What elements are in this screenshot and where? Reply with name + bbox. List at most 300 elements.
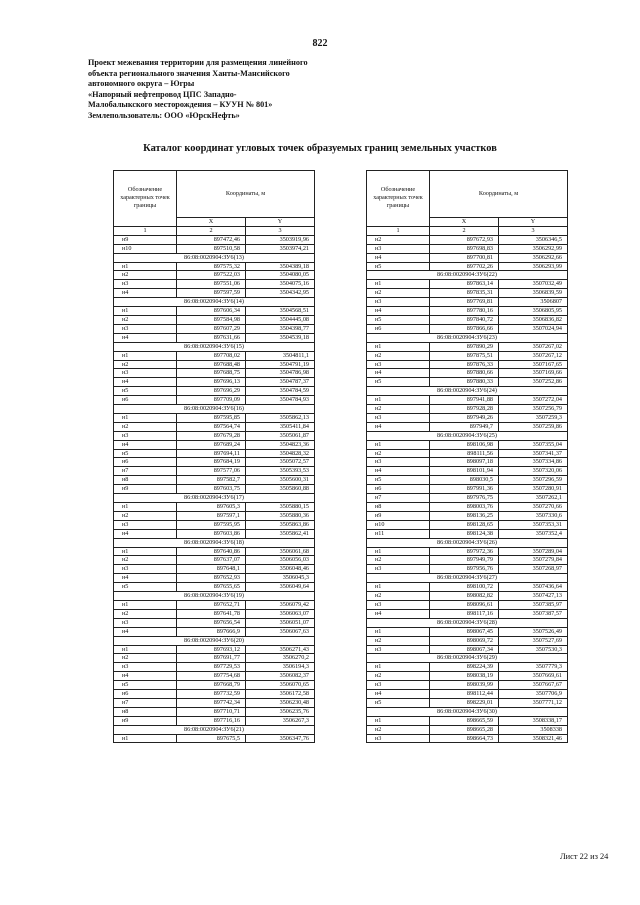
point-label: н3: [114, 663, 177, 672]
table-row: [114, 529, 315, 538]
table-row: [367, 476, 568, 485]
table-row: [114, 307, 315, 316]
table-row: [114, 235, 315, 244]
point-label: н2: [114, 511, 177, 520]
parcel-group-row: [367, 387, 568, 396]
point-label: н5: [367, 315, 430, 324]
point-label: н4: [367, 467, 430, 476]
point-label: н4: [114, 378, 177, 387]
x-coordinate: 897880,33: [430, 378, 499, 387]
point-label: н8: [114, 476, 177, 485]
x-coordinate: 897716,16: [177, 716, 246, 725]
x-coordinate: 898038,19: [430, 672, 499, 681]
table-row: [114, 583, 315, 592]
point-label: н2: [114, 654, 177, 663]
x-coordinate: 897949,7: [430, 422, 499, 431]
table-row: [114, 707, 315, 716]
x-coordinate: 897866,66: [430, 324, 499, 333]
point-label: н4: [367, 422, 430, 431]
table-row: [114, 413, 315, 422]
point-label: н11: [367, 529, 430, 538]
y-coordinate: 3504398,77: [246, 324, 315, 333]
x-coordinate: 898100,72: [430, 583, 499, 592]
x-coordinate: 897769,81: [430, 298, 499, 307]
coords-column-header: Координаты, м: [177, 171, 315, 218]
parcel-group-row: [114, 636, 315, 645]
x-coordinate: 898665,28: [430, 725, 499, 734]
table-row: [367, 467, 568, 476]
table-row: [114, 378, 315, 387]
point-label: н1: [114, 734, 177, 743]
y-coordinate: 3504828,32: [246, 449, 315, 458]
point-label: н6: [114, 458, 177, 467]
point-label: н9: [114, 235, 177, 244]
parcel-number: 86:08:0020904:ЗУ6(30): [367, 707, 568, 716]
header-line: «Напорный нефтепровод ЦПС Западно-: [88, 89, 237, 99]
table-row: [114, 503, 315, 512]
table-row: [114, 369, 315, 378]
point-label: н3: [114, 565, 177, 574]
table-row: [114, 716, 315, 725]
table-row: [367, 360, 568, 369]
y-coordinate: 3507427,13: [499, 592, 568, 601]
table-row: [114, 681, 315, 690]
table-row: [367, 627, 568, 636]
parcel-number: 86:08:0020904:ЗУ6(23): [367, 333, 568, 342]
table-row: [114, 574, 315, 583]
y-coordinate: 3504539,18: [246, 333, 315, 342]
x-coordinate: 898128,65: [430, 520, 499, 529]
x-coordinate: 897510,58: [177, 244, 246, 253]
point-label: н1: [367, 280, 430, 289]
parcel-group-row: [367, 574, 568, 583]
y-coordinate: 3504075,16: [246, 280, 315, 289]
parcel-group-row: [114, 405, 315, 414]
table-row: [367, 725, 568, 734]
x-coordinate: 898106,98: [430, 440, 499, 449]
x-coordinate: 897668,79: [177, 681, 246, 690]
y-coordinate: 3504787,37: [246, 378, 315, 387]
point-label: н3: [114, 324, 177, 333]
coordinates-table-right: [366, 170, 568, 743]
point-label: н2: [367, 289, 430, 298]
header-line: Малобалыкского месторождения – КУУН № 801»: [88, 100, 273, 110]
table-row: [367, 609, 568, 618]
x-coordinate: 897606,34: [177, 307, 246, 316]
table-row: [367, 422, 568, 431]
x-coordinate: 897597,1: [177, 511, 246, 520]
x-coordinate: 897708,02: [177, 351, 246, 360]
y-coordinate: 3505860,88: [246, 485, 315, 494]
point-label: н4: [367, 609, 430, 618]
point-label: н9: [367, 511, 430, 520]
x-coordinate: 898067,45: [430, 627, 499, 636]
point-label: н5: [114, 449, 177, 458]
y-coordinate: 3506807: [499, 298, 568, 307]
point-label: н5: [367, 698, 430, 707]
x-coordinate: 897928,28: [430, 405, 499, 414]
y-coordinate: 3503974,21: [246, 244, 315, 253]
point-label: н4: [367, 307, 430, 316]
point-label: н1: [367, 627, 430, 636]
parcel-number: 86:08:0020904:ЗУ6(25): [367, 431, 568, 440]
y-coordinate: 3506056,03: [246, 556, 315, 565]
y-coordinate: 3507259,86: [499, 422, 568, 431]
point-label: н3: [114, 431, 177, 440]
point-label: н6: [367, 324, 430, 333]
point-label: н4: [367, 690, 430, 699]
table-row: [114, 609, 315, 618]
point-label: н3: [114, 369, 177, 378]
y-coordinate: 3506267,3: [246, 716, 315, 725]
y-coordinate: 3507771,12: [499, 698, 568, 707]
x-coordinate: 897603,86: [177, 529, 246, 538]
y-coordinate: 3506292,66: [499, 253, 568, 262]
y-coordinate: 3506292,99: [499, 244, 568, 253]
x-coordinate: 897575,32: [177, 262, 246, 271]
x-coordinate: 897863,14: [430, 280, 499, 289]
column-number: 3: [246, 226, 315, 235]
table-row: [367, 734, 568, 743]
coordinates-table-left: [113, 170, 315, 743]
right-table-body: [367, 235, 568, 743]
y-coordinate: 3507272,04: [499, 396, 568, 405]
y-coordinate: 3505600,31: [246, 476, 315, 485]
x-coordinate: 897754,68: [177, 672, 246, 681]
table-row: [367, 244, 568, 253]
table-row: [114, 396, 315, 405]
x-coordinate: 897698,83: [430, 244, 499, 253]
y-coordinate: 3504811,1: [246, 351, 315, 360]
table-row: [114, 387, 315, 396]
x-coordinate: 897641,78: [177, 609, 246, 618]
table-row: [367, 405, 568, 414]
table-row: [367, 280, 568, 289]
y-coordinate: 3506805,95: [499, 307, 568, 316]
parcel-number: 86:08:0020904:ЗУ6(28): [367, 618, 568, 627]
point-label: н6: [367, 485, 430, 494]
y-coordinate: 3507330,6: [499, 511, 568, 520]
x-coordinate: 897694,11: [177, 449, 246, 458]
table-row: [367, 253, 568, 262]
x-coordinate: 898030,5: [430, 476, 499, 485]
x-coordinate: 897522,03: [177, 271, 246, 280]
table-row: [114, 654, 315, 663]
y-coordinate: 3506063,07: [246, 609, 315, 618]
table-row: [367, 600, 568, 609]
y-coordinate: 3506172,58: [246, 690, 315, 699]
parcel-number: 86:08:0020904:ЗУ6(14): [114, 298, 315, 307]
table-row: [367, 716, 568, 725]
point-label: н3: [367, 360, 430, 369]
y-coordinate: 3507279,84: [499, 556, 568, 565]
x-coordinate: 898101,94: [430, 467, 499, 476]
table-row: [114, 690, 315, 699]
y-coordinate: 3508338,17: [499, 716, 568, 725]
point-label: н3: [114, 280, 177, 289]
x-coordinate: 897637,07: [177, 556, 246, 565]
y-coordinate: 3505072,57: [246, 458, 315, 467]
table-row: [367, 369, 568, 378]
table-row: [367, 307, 568, 316]
y-coordinate: 3507296,59: [499, 476, 568, 485]
x-coordinate: 897729,53: [177, 663, 246, 672]
x-coordinate: 897582,7: [177, 476, 246, 485]
x-coordinate: 897693,12: [177, 645, 246, 654]
parcel-group-row: [114, 725, 315, 734]
point-label: н1: [114, 262, 177, 271]
sheet-footer: Лист 22 из 24: [560, 852, 609, 861]
y-coordinate: 3507024,94: [499, 324, 568, 333]
point-label: н3: [367, 681, 430, 690]
x-column-header: X: [430, 218, 499, 227]
x-coordinate: 897949,26: [430, 413, 499, 422]
x-coordinate: 897551,06: [177, 280, 246, 289]
point-label: н1: [367, 716, 430, 725]
point-label: н2: [114, 556, 177, 565]
point-label: н5: [114, 387, 177, 396]
x-coordinate: 897595,85: [177, 413, 246, 422]
y-coordinate: 3507667,67: [499, 681, 568, 690]
table-row: [114, 476, 315, 485]
table-row: [367, 449, 568, 458]
table-row: [367, 262, 568, 271]
table-row: [367, 485, 568, 494]
point-label: н10: [367, 520, 430, 529]
y-coordinate: 3507289,04: [499, 547, 568, 556]
point-label: н1: [367, 342, 430, 351]
point-label: н6: [114, 690, 177, 699]
y-coordinate: 3507527,69: [499, 636, 568, 645]
y-coordinate: 3507352,4: [499, 529, 568, 538]
point-label: н3: [114, 618, 177, 627]
x-coordinate: 897584,98: [177, 315, 246, 324]
table-row: [367, 529, 568, 538]
y-column-header: Y: [246, 218, 315, 227]
x-coordinate: 897564,74: [177, 422, 246, 431]
point-label: н1: [367, 440, 430, 449]
point-label: н2: [367, 725, 430, 734]
point-label: н5: [367, 476, 430, 485]
table-row: [114, 324, 315, 333]
point-label: н2: [367, 351, 430, 360]
x-column-header: X: [177, 218, 246, 227]
point-label: н3: [114, 520, 177, 529]
header-line: автономного округа – Югры: [88, 79, 195, 89]
y-coordinate: 3507267,12: [499, 351, 568, 360]
point-label: н5: [114, 681, 177, 690]
x-coordinate: 897875,51: [430, 351, 499, 360]
page-number: 822: [312, 38, 328, 49]
table-row: [114, 440, 315, 449]
y-coordinate: 3506061,68: [246, 547, 315, 556]
parcel-group-row: [114, 253, 315, 262]
x-coordinate: 897840,72: [430, 315, 499, 324]
parcel-number: 86:08:0020904:ЗУ6(17): [114, 494, 315, 503]
x-coordinate: 898664,73: [430, 734, 499, 743]
point-label: н3: [367, 565, 430, 574]
table-row: [367, 351, 568, 360]
point-label: н6: [114, 396, 177, 405]
y-coordinate: 3505863,86: [246, 520, 315, 529]
point-label: н2: [367, 405, 430, 414]
column-number: 3: [499, 226, 568, 235]
point-label: н1: [114, 351, 177, 360]
x-coordinate: 897648,1: [177, 565, 246, 574]
y-coordinate: 3506839,59: [499, 289, 568, 298]
parcel-number: 86:08:0020904:ЗУ6(13): [114, 253, 315, 262]
x-coordinate: 897605,3: [177, 503, 246, 512]
y-coordinate: 3507530,3: [499, 645, 568, 654]
point-label: н1: [114, 600, 177, 609]
point-label: н7: [114, 467, 177, 476]
point-label: н2: [114, 315, 177, 324]
point-label: н9: [114, 716, 177, 725]
parcel-group-row: [367, 618, 568, 627]
point-label: н3: [367, 734, 430, 743]
parcel-group-row: [367, 654, 568, 663]
table-row: [367, 663, 568, 672]
y-coordinate: 3507169,66: [499, 369, 568, 378]
table-row: [114, 618, 315, 627]
y-coordinate: 3507252,86: [499, 378, 568, 387]
point-label: н3: [367, 600, 430, 609]
point-label: н1: [367, 547, 430, 556]
point-label: н3: [367, 413, 430, 422]
x-coordinate: 897688,48: [177, 360, 246, 369]
point-label: н4: [114, 672, 177, 681]
y-coordinate: 3507669,61: [499, 672, 568, 681]
point-label: н5: [367, 262, 430, 271]
point-label: н2: [114, 422, 177, 431]
x-coordinate: 897675,5: [177, 734, 246, 743]
parcel-group-row: [367, 707, 568, 716]
table-row: [367, 636, 568, 645]
table-row: [114, 511, 315, 520]
y-coordinate: 3506836,82: [499, 315, 568, 324]
point-label: н3: [367, 458, 430, 467]
y-coordinate: 3506235,76: [246, 707, 315, 716]
x-coordinate: 897472,46: [177, 235, 246, 244]
y-coordinate: 3506079,42: [246, 600, 315, 609]
point-label: н8: [114, 707, 177, 716]
parcel-number: 86:08:0020904:ЗУ6(20): [114, 636, 315, 645]
parcel-group-row: [114, 342, 315, 351]
point-label: н4: [114, 627, 177, 636]
y-coordinate: 3507270,66: [499, 503, 568, 512]
y-coordinate: 3504389,18: [246, 262, 315, 271]
left-table-body: [114, 235, 315, 743]
point-label: н1: [367, 396, 430, 405]
x-coordinate: 897666,9: [177, 627, 246, 636]
x-coordinate: 897702,26: [430, 262, 499, 271]
y-coordinate: 3504823,36: [246, 440, 315, 449]
parcel-group-row: [114, 592, 315, 601]
x-coordinate: 897732,59: [177, 690, 246, 699]
y-coordinate: 3507267,02: [499, 342, 568, 351]
y-coordinate: 3506082,37: [246, 672, 315, 681]
y-coordinate: 3505880,15: [246, 503, 315, 512]
x-coordinate: 897972,36: [430, 547, 499, 556]
y-coordinate: 3506048,46: [246, 565, 315, 574]
parcel-group-row: [114, 538, 315, 547]
point-label: н7: [367, 494, 430, 503]
y-coordinate: 3505411,84: [246, 422, 315, 431]
parcel-number: 86:08:0020904:ЗУ6(15): [114, 342, 315, 351]
y-coordinate: 3507706,9: [499, 690, 568, 699]
y-coordinate: 3505393,53: [246, 467, 315, 476]
table-row: [114, 520, 315, 529]
point-label: н1: [114, 307, 177, 316]
point-label: н2: [367, 235, 430, 244]
y-coordinate: 3506067,63: [246, 627, 315, 636]
table-row: [367, 583, 568, 592]
point-label: н3: [367, 244, 430, 253]
y-coordinate: 3506049,64: [246, 583, 315, 592]
x-coordinate: 897956,76: [430, 565, 499, 574]
x-coordinate: 897742,34: [177, 698, 246, 707]
table-row: [367, 592, 568, 601]
point-label: н4: [114, 289, 177, 298]
point-label: н1: [114, 503, 177, 512]
point-label: н2: [367, 672, 430, 681]
x-coordinate: 898069,72: [430, 636, 499, 645]
table-row: [114, 280, 315, 289]
y-coordinate: 3504445,08: [246, 315, 315, 324]
table-row: [367, 503, 568, 512]
y-coordinate: 3506194,3: [246, 663, 315, 672]
table-row: [114, 485, 315, 494]
y-coordinate: 3506070,65: [246, 681, 315, 690]
table-row: [367, 556, 568, 565]
table-row: [114, 422, 315, 431]
point-label: н3: [367, 298, 430, 307]
x-coordinate: 897700,81: [430, 253, 499, 262]
y-coordinate: 3506230,48: [246, 698, 315, 707]
point-column-header: Обозначение характерных точек границы: [114, 171, 177, 227]
table-row: [367, 396, 568, 405]
table-row: [367, 645, 568, 654]
y-coordinate: 3504568,51: [246, 307, 315, 316]
x-coordinate: 897780,16: [430, 307, 499, 316]
point-label: н2: [114, 609, 177, 618]
parcel-group-row: [367, 538, 568, 547]
table-row: [367, 547, 568, 556]
column-number: 1: [367, 226, 430, 235]
parcel-number: 86:08:0020904:ЗУ6(24): [367, 387, 568, 396]
header-line: объекта регионального значения Ханты-Мансийского: [88, 68, 290, 78]
project-header: [88, 58, 418, 122]
table-row: [114, 556, 315, 565]
table-row: [367, 458, 568, 467]
x-coordinate: 898224,39: [430, 663, 499, 672]
table-row: [367, 235, 568, 244]
point-label: н5: [114, 583, 177, 592]
x-coordinate: 897835,31: [430, 289, 499, 298]
coords-column-header: Координаты, м: [430, 171, 568, 218]
header-line: Проект межевания территории для размещения линейного: [88, 58, 308, 67]
y-coordinate: 3507526,49: [499, 627, 568, 636]
table-row: [114, 672, 315, 681]
parcel-number: 86:08:0020904:ЗУ6(21): [114, 725, 315, 734]
x-coordinate: 898003,76: [430, 503, 499, 512]
table-row: [114, 734, 315, 743]
x-coordinate: 897696,13: [177, 378, 246, 387]
parcel-group-row: [114, 494, 315, 503]
y-coordinate: 3507341,37: [499, 449, 568, 458]
x-coordinate: 898229,01: [430, 698, 499, 707]
x-coordinate: 897631,66: [177, 333, 246, 342]
